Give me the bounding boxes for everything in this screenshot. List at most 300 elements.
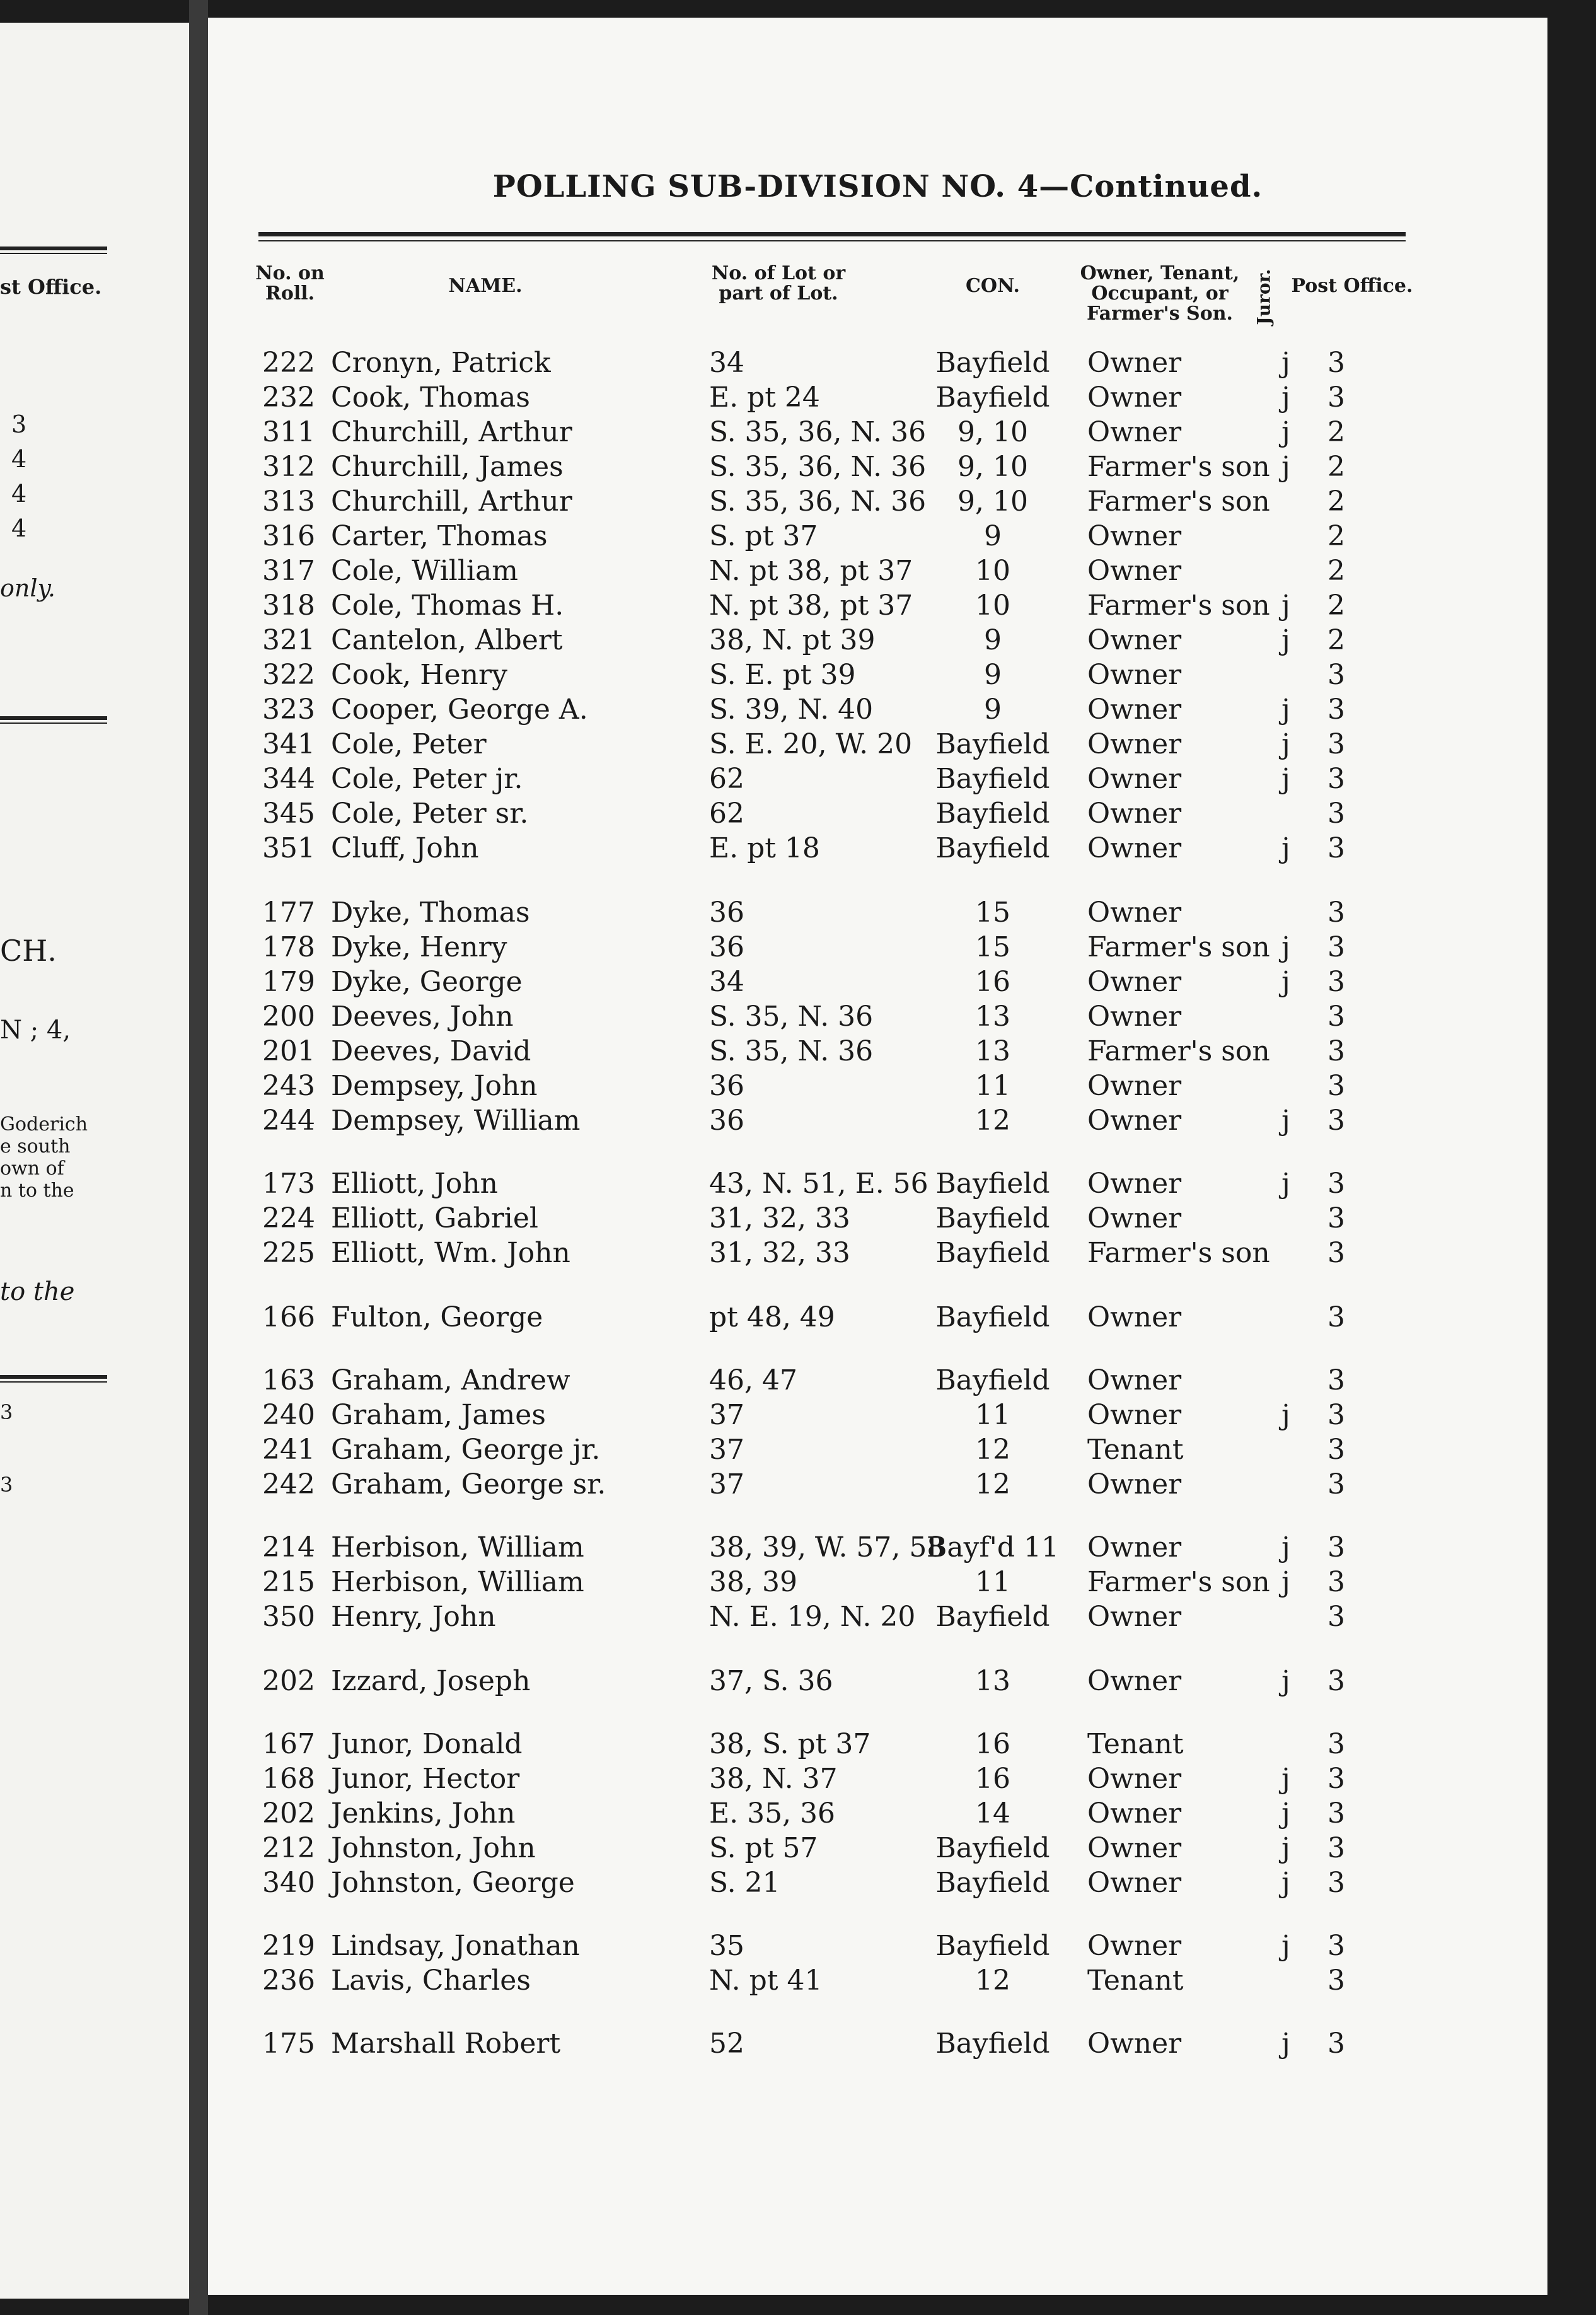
tenure-status: Farmer's son bbox=[1087, 1237, 1270, 1269]
tenure-status: Owner bbox=[1087, 896, 1182, 929]
tenure-status: Owner bbox=[1087, 1202, 1182, 1234]
lot-number: N. E. 19, N. 20 bbox=[709, 1601, 916, 1633]
juror-mark: j bbox=[1281, 1531, 1290, 1564]
post-office: 3 bbox=[1327, 2028, 1345, 2060]
roll-number: 312 bbox=[262, 451, 315, 483]
post-office: 2 bbox=[1327, 520, 1345, 552]
tenure-status: Owner bbox=[1087, 520, 1182, 552]
header-name: NAME. bbox=[448, 275, 523, 297]
concession: 9 bbox=[984, 624, 1002, 656]
post-office: 3 bbox=[1327, 832, 1345, 864]
post-office: 2 bbox=[1327, 624, 1345, 656]
post-office: 3 bbox=[1327, 1566, 1345, 1598]
post-office: 3 bbox=[1327, 693, 1345, 726]
roll-number: 344 bbox=[262, 763, 315, 795]
roll-number: 224 bbox=[262, 1202, 315, 1234]
table-row bbox=[208, 484, 1547, 519]
concession: 12 bbox=[975, 1964, 1010, 1997]
header-juror-label: Juror. bbox=[1253, 269, 1275, 325]
elector-name: Cook, Thomas bbox=[331, 381, 530, 414]
elector-name: Dyke, George bbox=[331, 966, 523, 998]
concession: Bayfield bbox=[935, 1168, 1050, 1200]
table-row bbox=[208, 658, 1547, 692]
table-row bbox=[208, 1761, 1547, 1796]
lot-number: S. 35, 36, N. 36 bbox=[709, 485, 927, 518]
lot-number: S. 35, 36, N. 36 bbox=[709, 451, 927, 483]
roll-number: 168 bbox=[262, 1763, 315, 1795]
elector-name: Deeves, John bbox=[331, 1001, 514, 1033]
lot-number: 35 bbox=[709, 1930, 744, 1962]
concession: 12 bbox=[975, 1105, 1010, 1137]
tenure-status: Farmer's son bbox=[1087, 1566, 1270, 1598]
lot-number: N. pt 38, pt 37 bbox=[709, 555, 913, 587]
juror-mark: j bbox=[1281, 1105, 1290, 1137]
concession: Bayfield bbox=[935, 832, 1050, 864]
table-row bbox=[208, 1599, 1547, 1634]
table-row bbox=[208, 1432, 1547, 1467]
juror-mark: j bbox=[1281, 1763, 1290, 1795]
roll-number: 311 bbox=[262, 416, 315, 448]
tenure-status: Owner bbox=[1087, 1399, 1182, 1431]
table-row bbox=[208, 1467, 1547, 1502]
concession: 9 bbox=[984, 693, 1002, 726]
lot-number: 37 bbox=[709, 1399, 744, 1431]
lot-number: 37 bbox=[709, 1434, 744, 1466]
concession: Bayfield bbox=[935, 1364, 1050, 1396]
tenure-status: Owner bbox=[1087, 1797, 1182, 1830]
roll-number: 212 bbox=[262, 1832, 315, 1864]
post-office: 3 bbox=[1327, 381, 1345, 414]
post-office: 3 bbox=[1327, 1364, 1345, 1396]
table-row bbox=[208, 1034, 1547, 1069]
post-office: 3 bbox=[1327, 896, 1345, 929]
table-row bbox=[208, 1831, 1547, 1865]
tenure-status: Owner bbox=[1087, 1468, 1182, 1500]
tenure-status: Owner bbox=[1087, 1867, 1182, 1899]
roll-number: 167 bbox=[262, 1728, 315, 1760]
tenure-status: Owner bbox=[1087, 1930, 1182, 1962]
concession: 15 bbox=[975, 931, 1010, 963]
roll-number: 242 bbox=[262, 1468, 315, 1500]
tenure-status: Owner bbox=[1087, 798, 1182, 830]
roll-number: 222 bbox=[262, 347, 315, 379]
lot-number: 36 bbox=[709, 931, 744, 963]
tenure-status: Owner bbox=[1087, 1832, 1182, 1864]
left-fragment: N ; 4, bbox=[0, 1016, 71, 1045]
table-row bbox=[208, 345, 1547, 380]
concession: Bayfield bbox=[935, 1301, 1050, 1333]
elector-name: Johnston, George bbox=[331, 1867, 575, 1899]
elector-name: Lindsay, Jonathan bbox=[331, 1930, 580, 1962]
left-fragment: CH. bbox=[0, 934, 57, 968]
post-office: 3 bbox=[1327, 1468, 1345, 1500]
table-row bbox=[208, 380, 1547, 415]
table-row bbox=[208, 1929, 1547, 1963]
concession: Bayfield bbox=[935, 728, 1050, 760]
lot-number: S. 35, N. 36 bbox=[709, 1035, 874, 1067]
tenure-status: Owner bbox=[1087, 728, 1182, 760]
concession: 9 bbox=[984, 520, 1002, 552]
left-fragment: only. bbox=[0, 574, 56, 602]
juror-mark: j bbox=[1281, 589, 1290, 622]
elector-name: Deeves, David bbox=[331, 1035, 531, 1067]
left-fragment: 3 bbox=[0, 1473, 13, 1497]
concession: 13 bbox=[975, 1665, 1010, 1697]
concession: Bayfield bbox=[935, 1601, 1050, 1633]
roll-number: 236 bbox=[262, 1964, 315, 1997]
left-page-fragment bbox=[0, 23, 189, 2299]
elector-name: Cole, Peter sr. bbox=[331, 798, 529, 830]
juror-mark: j bbox=[1281, 931, 1290, 963]
post-office: 3 bbox=[1327, 1763, 1345, 1795]
table-row bbox=[208, 1300, 1547, 1335]
post-office: 3 bbox=[1327, 1797, 1345, 1830]
table-row bbox=[208, 727, 1547, 762]
table-row bbox=[208, 1963, 1547, 1998]
tenure-status: Owner bbox=[1087, 1364, 1182, 1396]
concession: 9 bbox=[984, 659, 1002, 691]
table-row bbox=[208, 554, 1547, 588]
juror-mark: j bbox=[1281, 1797, 1290, 1830]
post-office: 3 bbox=[1327, 1237, 1345, 1269]
juror-mark: j bbox=[1281, 624, 1290, 656]
tenure-status: Farmer's son bbox=[1087, 1035, 1270, 1067]
left-fragment: 4 bbox=[11, 445, 27, 473]
roll-number: 240 bbox=[262, 1399, 315, 1431]
elector-name: Junor, Hector bbox=[331, 1763, 520, 1795]
left-rule bbox=[0, 1375, 107, 1383]
roll-number: 173 bbox=[262, 1168, 315, 1200]
post-office: 3 bbox=[1327, 1964, 1345, 1997]
concession: 12 bbox=[975, 1468, 1010, 1500]
concession: 13 bbox=[975, 1035, 1010, 1067]
post-office: 3 bbox=[1327, 1867, 1345, 1899]
juror-mark: j bbox=[1281, 1665, 1290, 1697]
post-office: 3 bbox=[1327, 1601, 1345, 1633]
tenure-status: Owner bbox=[1087, 1168, 1182, 1200]
roll-number: 177 bbox=[262, 896, 315, 929]
post-office: 3 bbox=[1327, 966, 1345, 998]
juror-mark: j bbox=[1281, 1399, 1290, 1431]
table-row bbox=[208, 930, 1547, 965]
lot-number: 38, 39, W. 57, 58 bbox=[709, 1531, 945, 1564]
tenure-status: Tenant bbox=[1087, 1434, 1184, 1466]
header-post-office: Post Office. bbox=[1291, 275, 1413, 297]
post-office: 3 bbox=[1327, 1399, 1345, 1431]
post-office: 3 bbox=[1327, 1001, 1345, 1033]
elector-name: Cook, Henry bbox=[331, 659, 507, 691]
roll-number: 219 bbox=[262, 1930, 315, 1962]
concession: 9, 10 bbox=[957, 451, 1028, 483]
post-office: 3 bbox=[1327, 1728, 1345, 1760]
elector-name: Cooper, George A. bbox=[331, 693, 588, 726]
post-office: 3 bbox=[1327, 347, 1345, 379]
table-row bbox=[208, 1398, 1547, 1432]
juror-mark: j bbox=[1281, 832, 1290, 864]
table-row bbox=[208, 895, 1547, 930]
left-fragment: Goderich bbox=[0, 1113, 88, 1135]
elector-name: Churchill, Arthur bbox=[331, 416, 572, 448]
post-office: 2 bbox=[1327, 416, 1345, 448]
roll-number: 241 bbox=[262, 1434, 315, 1466]
book-gutter bbox=[189, 0, 208, 2315]
table-row bbox=[208, 519, 1547, 554]
elector-name: Cronyn, Patrick bbox=[331, 347, 551, 379]
tenure-status: Owner bbox=[1087, 763, 1182, 795]
post-office: 3 bbox=[1327, 1301, 1345, 1333]
elector-name: Churchill, James bbox=[331, 451, 564, 483]
roll-number: 351 bbox=[262, 832, 315, 864]
post-office: 3 bbox=[1327, 931, 1345, 963]
elector-name: Elliott, Gabriel bbox=[331, 1202, 538, 1234]
elector-name: Lavis, Charles bbox=[331, 1964, 531, 1997]
table-row bbox=[208, 1727, 1547, 1761]
roll-number: 341 bbox=[262, 728, 315, 760]
roll-number: 202 bbox=[262, 1665, 315, 1697]
tenure-status: Owner bbox=[1087, 555, 1182, 587]
tenure-status: Tenant bbox=[1087, 1964, 1184, 1997]
elector-name: Cluff, John bbox=[331, 832, 479, 864]
elector-name: Graham, George sr. bbox=[331, 1468, 606, 1500]
roll-number: 345 bbox=[262, 798, 315, 830]
tenure-status: Owner bbox=[1087, 381, 1182, 414]
elector-name: Izzard, Joseph bbox=[331, 1665, 531, 1697]
table-row bbox=[208, 1069, 1547, 1103]
concession: 10 bbox=[975, 555, 1010, 587]
tenure-status: Farmer's son bbox=[1087, 451, 1270, 483]
roll-number: 350 bbox=[262, 1601, 315, 1633]
table-row bbox=[208, 588, 1547, 623]
roll-number: 225 bbox=[262, 1237, 315, 1269]
table-row bbox=[208, 1236, 1547, 1270]
juror-mark: j bbox=[1281, 1832, 1290, 1864]
post-office: 3 bbox=[1327, 763, 1345, 795]
post-office: 3 bbox=[1327, 728, 1345, 760]
concession: 16 bbox=[975, 1763, 1010, 1795]
juror-mark: j bbox=[1281, 763, 1290, 795]
concession: Bayfield bbox=[935, 381, 1050, 414]
header-lot: No. of Lot or part of Lot. bbox=[711, 262, 846, 305]
post-office: 2 bbox=[1327, 555, 1345, 587]
roll-number: 215 bbox=[262, 1566, 315, 1598]
roll-number: 179 bbox=[262, 966, 315, 998]
post-office: 3 bbox=[1327, 1168, 1345, 1200]
elector-name: Dyke, Henry bbox=[331, 931, 507, 963]
roll-number: 163 bbox=[262, 1364, 315, 1396]
concession: 11 bbox=[975, 1070, 1010, 1102]
left-fragment: 4 bbox=[11, 514, 27, 542]
lot-number: 37 bbox=[709, 1468, 744, 1500]
post-office: 2 bbox=[1327, 589, 1345, 622]
roll-number: 202 bbox=[262, 1797, 315, 1830]
post-office: 3 bbox=[1327, 1202, 1345, 1234]
juror-mark: j bbox=[1281, 1867, 1290, 1899]
juror-mark: j bbox=[1281, 381, 1290, 414]
concession: 11 bbox=[975, 1399, 1010, 1431]
concession: 14 bbox=[975, 1797, 1010, 1830]
lot-number: 38, N. pt 39 bbox=[709, 624, 876, 656]
left-fragment: 3 bbox=[11, 410, 27, 438]
lot-number: S. 21 bbox=[709, 1867, 780, 1899]
table-row bbox=[208, 831, 1547, 866]
elector-name: Dyke, Thomas bbox=[331, 896, 530, 929]
roll-number: 232 bbox=[262, 381, 315, 414]
juror-mark: j bbox=[1281, 728, 1290, 760]
table-row bbox=[208, 692, 1547, 727]
post-office: 3 bbox=[1327, 1070, 1345, 1102]
concession: Bayfield bbox=[935, 2028, 1050, 2060]
juror-mark: j bbox=[1281, 2028, 1290, 2060]
tenure-status: Owner bbox=[1087, 1763, 1182, 1795]
table-row bbox=[208, 1201, 1547, 1236]
elector-name: Graham, James bbox=[331, 1399, 546, 1431]
elector-name: Dempsey, John bbox=[331, 1070, 538, 1102]
tenure-status: Owner bbox=[1087, 1531, 1182, 1564]
lot-number: S. E. 20, W. 20 bbox=[709, 728, 913, 760]
tenure-status: Farmer's son bbox=[1087, 931, 1270, 963]
table-row bbox=[208, 1363, 1547, 1398]
tenure-status: Owner bbox=[1087, 1601, 1182, 1633]
table-row bbox=[208, 999, 1547, 1034]
lot-number: 43, N. 51, E. 56 bbox=[709, 1168, 928, 1200]
lot-number: 36 bbox=[709, 1105, 744, 1137]
lot-number: 62 bbox=[709, 763, 744, 795]
elector-name: Fulton, George bbox=[331, 1301, 543, 1333]
concession: Bayfield bbox=[935, 347, 1050, 379]
tenure-status: Owner bbox=[1087, 2028, 1182, 2060]
lot-number: 36 bbox=[709, 1070, 744, 1102]
tenure-status: Owner bbox=[1087, 624, 1182, 656]
left-fragment: e south bbox=[0, 1135, 71, 1158]
concession: Bayfield bbox=[935, 1832, 1050, 1864]
roll-number: 178 bbox=[262, 931, 315, 963]
tenure-status: Owner bbox=[1087, 693, 1182, 726]
roll-number: 317 bbox=[262, 555, 315, 587]
roll-number: 322 bbox=[262, 659, 315, 691]
page bbox=[208, 18, 1547, 2295]
roll-number: 323 bbox=[262, 693, 315, 726]
roll-number: 321 bbox=[262, 624, 315, 656]
table-row bbox=[208, 1865, 1547, 1900]
roll-number: 200 bbox=[262, 1001, 315, 1033]
tenure-status: Owner bbox=[1087, 966, 1182, 998]
elector-name: Junor, Donald bbox=[331, 1728, 523, 1760]
juror-mark: j bbox=[1281, 451, 1290, 483]
lot-number: pt 48, 49 bbox=[709, 1301, 835, 1333]
table-row bbox=[208, 415, 1547, 450]
juror-mark: j bbox=[1281, 693, 1290, 726]
tenure-status: Owner bbox=[1087, 1105, 1182, 1137]
roll-number: 201 bbox=[262, 1035, 315, 1067]
table-row bbox=[208, 623, 1547, 658]
concession: Bayfield bbox=[935, 763, 1050, 795]
lot-number: 37, S. 36 bbox=[709, 1665, 833, 1697]
elector-name: Carter, Thomas bbox=[331, 520, 548, 552]
table-row bbox=[208, 2026, 1547, 2061]
table-row bbox=[208, 1530, 1547, 1565]
left-fragment: to the bbox=[0, 1277, 75, 1306]
table-row bbox=[208, 1565, 1547, 1599]
elector-name: Jenkins, John bbox=[331, 1797, 516, 1830]
table-row bbox=[208, 965, 1547, 999]
elector-name: Elliott, John bbox=[331, 1168, 498, 1200]
header-status: Owner, Tenant, Occupant, or Farmer's Son. bbox=[1080, 262, 1240, 325]
concession: 12 bbox=[975, 1434, 1010, 1466]
tenure-status: Owner bbox=[1087, 659, 1182, 691]
tenure-status: Owner bbox=[1087, 1001, 1182, 1033]
juror-mark: j bbox=[1281, 416, 1290, 448]
tenure-status: Owner bbox=[1087, 832, 1182, 864]
elector-name: Dempsey, William bbox=[331, 1105, 581, 1137]
tenure-status: Owner bbox=[1087, 1301, 1182, 1333]
lot-number: 52 bbox=[709, 2028, 744, 2060]
concession: Bayfield bbox=[935, 1930, 1050, 1962]
lot-number: 36 bbox=[709, 896, 744, 929]
elector-name: Cole, Peter jr. bbox=[331, 763, 523, 795]
header-roll: No. on Roll. bbox=[255, 262, 325, 305]
left-fragment: own of bbox=[0, 1158, 64, 1180]
roll-number: 244 bbox=[262, 1105, 315, 1137]
post-office: 3 bbox=[1327, 798, 1345, 830]
elector-name: Johnston, John bbox=[331, 1832, 536, 1864]
header-con: CON. bbox=[966, 275, 1020, 297]
elector-name: Herbison, William bbox=[331, 1566, 584, 1598]
elector-name: Cantelon, Albert bbox=[331, 624, 563, 656]
roll-number: 214 bbox=[262, 1531, 315, 1564]
lot-number: S. 39, N. 40 bbox=[709, 693, 874, 726]
concession: Bayfield bbox=[935, 1867, 1050, 1899]
tenure-status: Tenant bbox=[1087, 1728, 1184, 1760]
table-row bbox=[208, 1796, 1547, 1831]
lot-number: 62 bbox=[709, 798, 744, 830]
elector-name: Graham, George jr. bbox=[331, 1434, 601, 1466]
concession: 10 bbox=[975, 589, 1010, 622]
lot-number: E. pt 24 bbox=[709, 381, 820, 414]
concession: 13 bbox=[975, 1001, 1010, 1033]
roll-number: 243 bbox=[262, 1070, 315, 1102]
header-rule bbox=[258, 232, 1406, 241]
roll-number: 166 bbox=[262, 1301, 315, 1333]
lot-number: S. 35, N. 36 bbox=[709, 1001, 874, 1033]
lot-number: E. pt 18 bbox=[709, 832, 820, 864]
elector-name: Herbison, William bbox=[331, 1531, 584, 1564]
post-office: 2 bbox=[1327, 485, 1345, 518]
concession: Bayfield bbox=[935, 1237, 1050, 1269]
elector-name: Cole, Thomas H. bbox=[331, 589, 564, 622]
post-office: 3 bbox=[1327, 1434, 1345, 1466]
page-title: POLLING SUB-DIVISION NO. 4—Continued. bbox=[492, 169, 1263, 204]
juror-mark: j bbox=[1281, 347, 1290, 379]
table-row bbox=[208, 762, 1547, 796]
post-office: 3 bbox=[1327, 1665, 1345, 1697]
lot-number: S. 35, 36, N. 36 bbox=[709, 416, 927, 448]
lot-number: N. pt 38, pt 37 bbox=[709, 589, 913, 622]
post-office: 2 bbox=[1327, 451, 1345, 483]
concession: 9, 10 bbox=[957, 416, 1028, 448]
lot-number: E. 35, 36 bbox=[709, 1797, 836, 1830]
concession: 9, 10 bbox=[957, 485, 1028, 518]
concession: 16 bbox=[975, 1728, 1010, 1760]
post-office: 3 bbox=[1327, 1832, 1345, 1864]
roll-number: 175 bbox=[262, 2028, 315, 2060]
tenure-status: Owner bbox=[1087, 1665, 1182, 1697]
lot-number: S. E. pt 39 bbox=[709, 659, 856, 691]
tenure-status: Farmer's son bbox=[1087, 485, 1270, 518]
juror-mark: j bbox=[1281, 1168, 1290, 1200]
left-fragment: 4 bbox=[11, 480, 27, 508]
table-row bbox=[208, 450, 1547, 484]
lot-number: 38, 39 bbox=[709, 1566, 797, 1598]
